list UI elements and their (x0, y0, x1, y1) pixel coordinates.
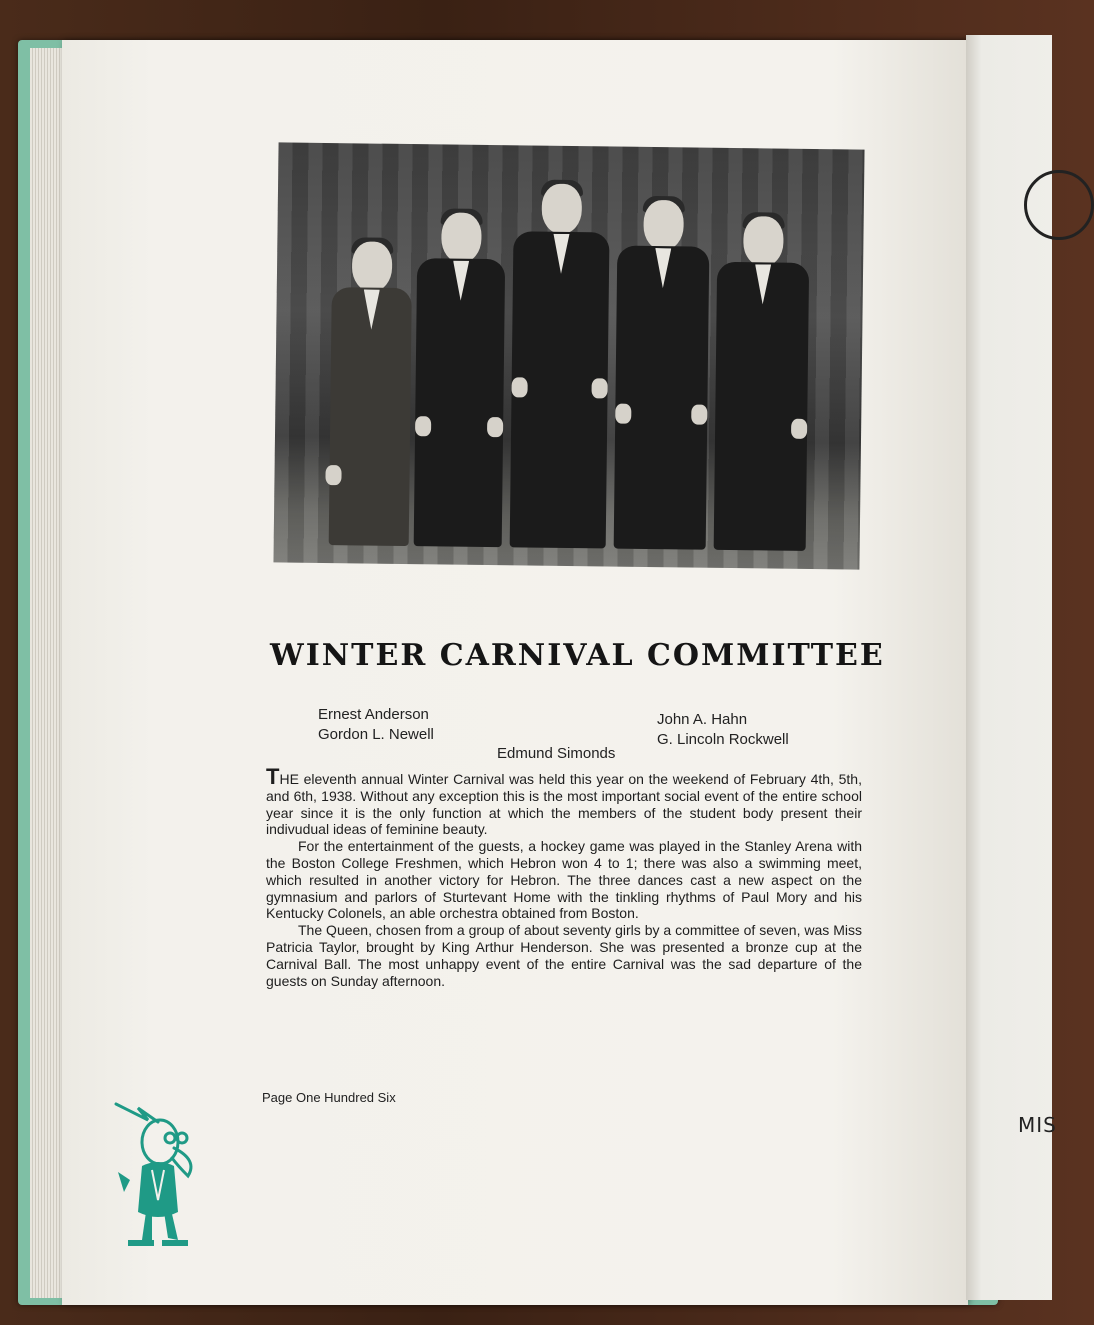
mascot-bird-icon (108, 1100, 208, 1250)
page-title: WINTER CARNIVAL COMMITTEE (270, 638, 885, 673)
paragraph-3: The Queen, chosen from a group of about seventy girls by a committee of seven, was Miss Patricia Taylor, brought by King Arthur Henderson. She was presented a bronze cup at the Carnival Ball. The most unhappy event of the entire Carnival was the sad departure of the guests on Sunday afternoon. (266, 922, 862, 989)
person-3 (510, 187, 610, 548)
member-name: G. Lincoln Rockwell (657, 731, 789, 748)
paragraph-2: For the entertainment of the guests, a hockey game was played in the Stanley Arena with the Boston College Freshmen, which Hebron won 4 to 1; there was also a swimming meet, which resulted in another victory for Hebron. The three dances cast a new aspect on the gymnasium and parlors of Sturtevant Home with the tinkling rhythms of Paul Mory and his Kentucky Colonels, an able orchestra obtained from Boston. (266, 838, 862, 922)
committee-photo (273, 142, 864, 569)
member-name: Gordon L. Newell (318, 726, 434, 743)
paragraph-1-text: HE eleventh annual Winter Carnival was held this year on the weekend of February 4th, 5th, and 6th, 1938. Without any exception this is the most important social event of the entire school year since it is the only function at which the members of the student body present their indivudual ideas of feminine beauty. (266, 771, 862, 838)
facing-page (966, 35, 1057, 1300)
person-2 (414, 216, 506, 547)
article-body (266, 764, 862, 989)
drop-cap: T (266, 764, 280, 789)
person-4 (614, 204, 710, 550)
page-number: Page One Hundred Six (262, 1090, 396, 1105)
member-name: Ernest Anderson (318, 706, 429, 723)
facing-page-partial-text: MIS (1018, 1113, 1057, 1137)
member-name: John A. Hahn (657, 711, 748, 728)
person-5 (714, 220, 810, 551)
facing-page-letter-c (1024, 170, 1094, 240)
member-name: Edmund Simonds (497, 745, 616, 762)
paragraph-1 (266, 764, 862, 838)
person-1 (329, 245, 413, 546)
